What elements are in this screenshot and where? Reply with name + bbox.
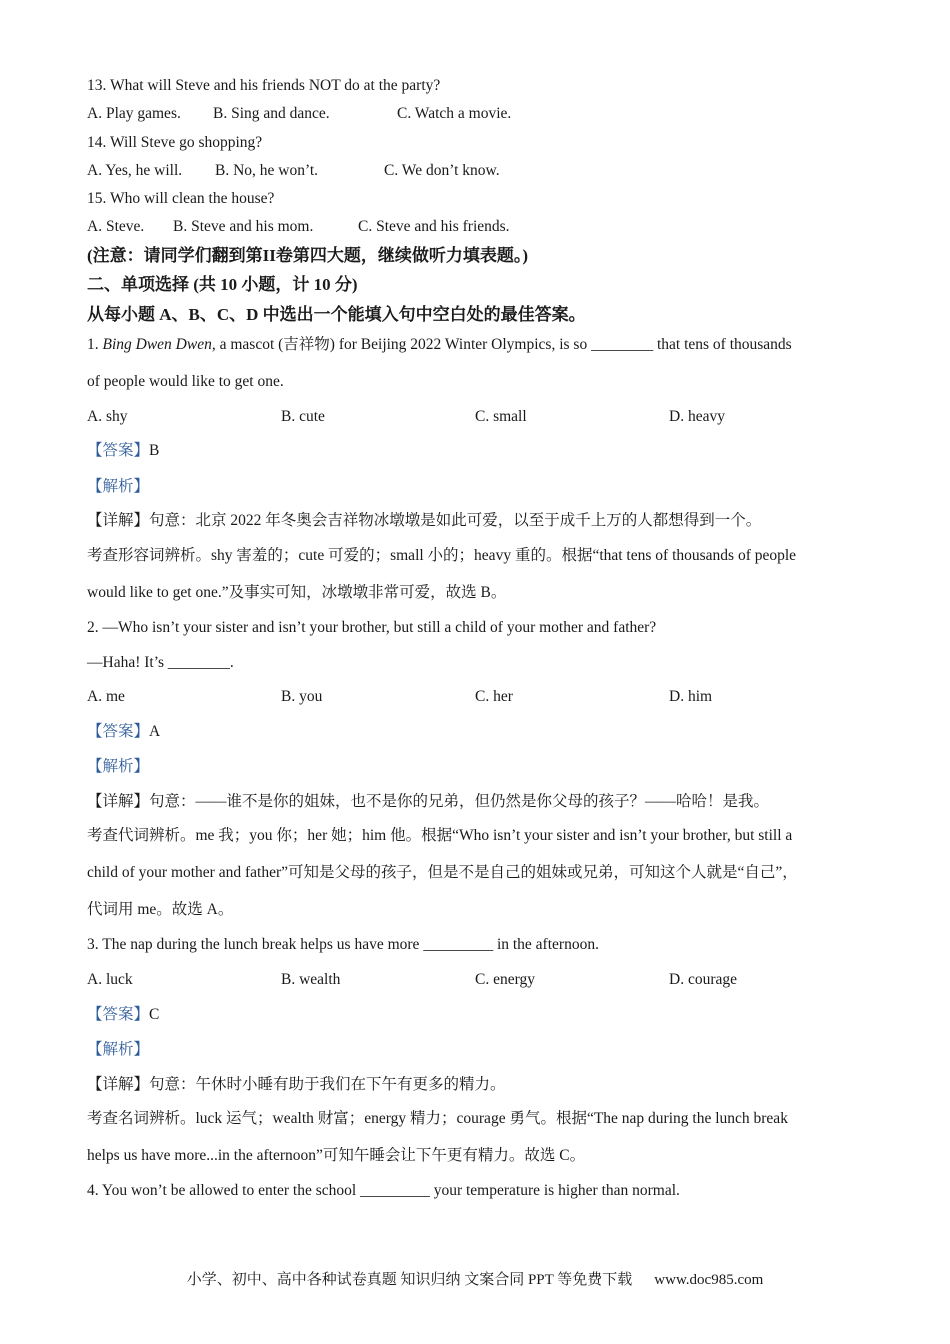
q13-option-c: C. Watch a movie.	[397, 105, 512, 122]
q3-explanation-line1: 考查名词辨析。luck 运气；wealth 财富；energy 精力；courage 勇气。根据“The nap during the lunch break	[87, 1110, 788, 1127]
q2-option-d: D. him	[669, 688, 713, 705]
q14-option-b: B. No, he won’t.	[215, 162, 319, 179]
question-3-line1: 3. The nap during the lunch break helps us have more _________ in the afternoon.	[87, 936, 599, 953]
question-1-line1	[87, 335, 792, 355]
q3-option-b: B. wealth	[281, 971, 341, 988]
q13-option-b: B. Sing and dance.	[213, 105, 330, 122]
q2-explanation-line3: 代词用 me。故选 A。	[87, 901, 234, 918]
q3-option-c: C. energy	[475, 971, 535, 988]
detail-text: 句意：——谁不是你的姐妹，也不是你的兄弟，但仍然是你父母的孩子？——哈哈！是我。	[149, 793, 770, 810]
q1-analysis-label: 【解析】	[87, 478, 150, 495]
q1-answer	[87, 441, 159, 461]
question-2-line2: —Haha! It’s ________.	[87, 654, 234, 671]
detail-text: 句意：午休时小睡有助于我们在下午有更多的精力。	[149, 1076, 506, 1093]
q2-detail	[87, 792, 769, 812]
detail-label: 【详解】	[87, 512, 150, 529]
q1-explanation-line2: would like to get one.”及事实可知，冰墩墩非常可爱，故选 B。	[87, 584, 507, 601]
footer-text: 小学、初中、高中各种试卷真题 知识归纳 文案合同 PPT 等免费下载	[186, 1272, 633, 1288]
q3-explanation-line2: helps us have more...in the afternoon”可知午睡会让下午更有精力。故选 C。	[87, 1147, 586, 1164]
q3-answer	[87, 1005, 159, 1025]
listening-note: (注意：请同学们翻到第II卷第四大题，继续做听力填表题。)	[87, 246, 529, 265]
answer-value: C	[149, 1006, 160, 1023]
question-14: 14. Will Steve go shopping?	[87, 134, 263, 151]
detail-text: 句意：北京 2022 年冬奥会吉祥物冰墩墩是如此可爱，以至于成千上万的人都想得到一个。	[149, 512, 762, 529]
question-13: 13. What will Steve and his friends NOT do at the party?	[87, 77, 441, 94]
q1-option-b: B. cute	[281, 408, 325, 425]
q2-option-a: A. me	[87, 688, 125, 705]
question-1-line2: of people would like to get one.	[87, 373, 284, 390]
answer-value: A	[149, 723, 161, 740]
page-footer	[0, 1268, 950, 1289]
question-text: a mascot (吉祥物) for Beijing 2022 Winter Olympics, is so ________ that tens of thousands	[215, 336, 792, 353]
q3-analysis-label: 【解析】	[87, 1041, 150, 1058]
q15-option-b: B. Steve and his mom.	[173, 218, 314, 235]
section-title: 二、单项选择 (共 10 小题，计 10 分)	[87, 275, 358, 294]
q15-option-a: A. Steve.	[87, 218, 145, 235]
answer-label: 【答案】	[87, 442, 150, 459]
question-2-line1: 2. —Who isn’t your sister and isn’t your brother, but still a child of your mother and father?	[87, 619, 657, 636]
question-4-line1: 4. You won’t be allowed to enter the school _________ your temperature is higher than normal.	[87, 1182, 680, 1199]
q3-detail	[87, 1075, 506, 1095]
answer-label: 【答案】	[87, 1006, 150, 1023]
q14-option-c: C. We don’t know.	[384, 162, 500, 179]
question-number: 1.	[87, 336, 103, 353]
detail-label: 【详解】	[87, 793, 150, 810]
q2-analysis-label: 【解析】	[87, 758, 150, 775]
section-instruction: 从每小题 A、B、C、D 中选出一个能填入句中空白处的最佳答案。	[87, 305, 586, 324]
q2-explanation-line1: 考查代词辨析。me 我；you 你；her 她；him 他。根据“Who isn’t your sister and isn’t your brother, but still a	[87, 827, 793, 844]
q1-detail	[87, 511, 761, 531]
q13-option-a: A. Play games.	[87, 105, 181, 122]
q2-option-c: C. her	[475, 688, 513, 705]
q14-option-a: A. Yes, he will.	[87, 162, 183, 179]
question-15: 15. Who will clean the house?	[87, 190, 275, 207]
q2-answer	[87, 722, 160, 742]
q1-explanation-line1: 考查形容词辨析。shy 害羞的；cute 可爱的；small 小的；heavy 重的。根据“that tens of thousands of people	[87, 547, 797, 564]
q3-option-a: A. luck	[87, 971, 133, 988]
q1-option-a: A. shy	[87, 408, 128, 425]
q3-option-d: D. courage	[669, 971, 737, 988]
q1-option-c: C. small	[475, 408, 527, 425]
q1-option-d: D. heavy	[669, 408, 725, 425]
q2-option-b: B. you	[281, 688, 323, 705]
answer-label: 【答案】	[87, 723, 150, 740]
detail-label: 【详解】	[87, 1076, 150, 1093]
footer-link[interactable]: www.doc985.com	[654, 1272, 764, 1288]
mascot-name: Bing Dwen Dwen,	[102, 336, 216, 353]
q2-explanation-line2: child of your mother and father”可知是父母的孩子，但是不是自己的姐妹或兄弟，可知这个人就是“自己”，	[87, 864, 798, 881]
answer-value: B	[149, 442, 160, 459]
q15-option-c: C. Steve and his friends.	[358, 218, 510, 235]
